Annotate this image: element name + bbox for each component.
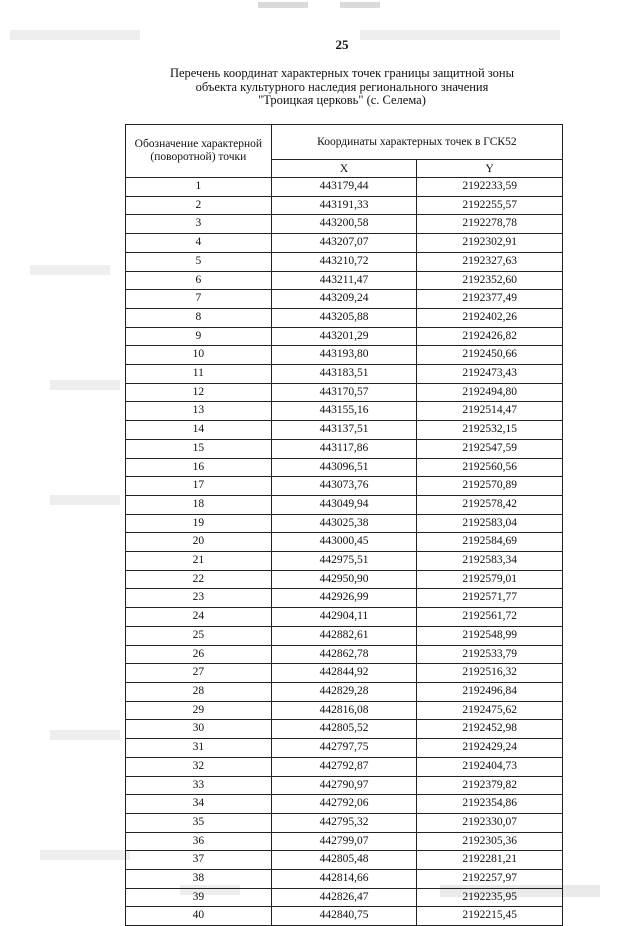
table-row bbox=[126, 776, 563, 795]
x-coordinate-cell: 442797,75 bbox=[271, 739, 417, 758]
x-coordinate-cell: 442882,61 bbox=[271, 626, 417, 645]
point-number-cell: 4 bbox=[126, 234, 272, 253]
table-row bbox=[126, 888, 563, 907]
x-coordinate-cell: 443049,94 bbox=[271, 495, 417, 514]
y-coordinate-cell: 2192475,62 bbox=[417, 701, 563, 720]
x-coordinate-cell: 442816,08 bbox=[271, 701, 417, 720]
point-number-cell: 22 bbox=[126, 570, 272, 589]
y-coordinate-cell: 2192578,42 bbox=[417, 495, 563, 514]
x-coordinate-cell: 443137,51 bbox=[271, 421, 417, 440]
header-x: X bbox=[271, 160, 417, 178]
x-coordinate-cell: 443209,24 bbox=[271, 290, 417, 309]
point-number-cell: 37 bbox=[126, 851, 272, 870]
table-row bbox=[126, 870, 563, 889]
x-coordinate-cell: 442805,48 bbox=[271, 851, 417, 870]
y-coordinate-cell: 2192570,89 bbox=[417, 477, 563, 496]
point-number-cell: 34 bbox=[126, 795, 272, 814]
table-row bbox=[126, 533, 563, 552]
table-row bbox=[126, 252, 563, 271]
x-coordinate-cell: 442805,52 bbox=[271, 720, 417, 739]
x-coordinate-cell: 443155,16 bbox=[271, 402, 417, 421]
table-row bbox=[126, 608, 563, 627]
x-coordinate-cell: 443210,72 bbox=[271, 252, 417, 271]
table-row bbox=[126, 346, 563, 365]
table-row bbox=[126, 701, 563, 720]
point-number-cell: 5 bbox=[126, 252, 272, 271]
y-coordinate-cell: 2192354,86 bbox=[417, 795, 563, 814]
y-coordinate-cell: 2192548,99 bbox=[417, 626, 563, 645]
y-coordinate-cell: 2192233,59 bbox=[417, 178, 563, 197]
y-coordinate-cell: 2192352,60 bbox=[417, 271, 563, 290]
x-coordinate-cell: 443025,38 bbox=[271, 514, 417, 533]
y-coordinate-cell: 2192473,43 bbox=[417, 365, 563, 384]
x-coordinate-cell: 442795,32 bbox=[271, 813, 417, 832]
point-number-cell: 15 bbox=[126, 439, 272, 458]
point-number-cell: 19 bbox=[126, 514, 272, 533]
y-coordinate-cell: 2192561,72 bbox=[417, 608, 563, 627]
point-number-cell: 39 bbox=[126, 888, 272, 907]
header-coordinates: Координаты характерных точек в ГСК52 bbox=[271, 125, 562, 160]
header-y: Y bbox=[417, 160, 563, 178]
page-number: 25 bbox=[335, 37, 349, 52]
y-coordinate-cell: 2192450,66 bbox=[417, 346, 563, 365]
point-number-cell: 9 bbox=[126, 327, 272, 346]
point-number-cell: 27 bbox=[126, 664, 272, 683]
point-number-cell: 18 bbox=[126, 495, 272, 514]
point-number-cell: 7 bbox=[126, 290, 272, 309]
x-coordinate-cell: 443096,51 bbox=[271, 458, 417, 477]
table-row bbox=[126, 813, 563, 832]
title-line: объекта культурного наследия регионального значения bbox=[195, 79, 489, 94]
y-coordinate-cell: 2192560,56 bbox=[417, 458, 563, 477]
table-row bbox=[126, 682, 563, 701]
x-coordinate-cell: 443201,29 bbox=[271, 327, 417, 346]
x-coordinate-cell: 442792,87 bbox=[271, 757, 417, 776]
y-coordinate-cell: 2192452,98 bbox=[417, 720, 563, 739]
y-coordinate-cell: 2192404,73 bbox=[417, 757, 563, 776]
x-coordinate-cell: 442844,92 bbox=[271, 664, 417, 683]
y-coordinate-cell: 2192215,45 bbox=[417, 907, 563, 926]
scan-noise bbox=[30, 265, 110, 275]
title-line: "Троицкая церковь" (с. Селема) bbox=[258, 93, 426, 107]
y-coordinate-cell: 2192579,01 bbox=[417, 570, 563, 589]
table-row bbox=[126, 308, 563, 327]
table-row bbox=[126, 383, 563, 402]
y-coordinate-cell: 2192514,47 bbox=[417, 402, 563, 421]
table-row bbox=[126, 664, 563, 683]
x-coordinate-cell: 442862,78 bbox=[271, 645, 417, 664]
y-coordinate-cell: 2192547,59 bbox=[417, 439, 563, 458]
point-number-cell: 40 bbox=[126, 907, 272, 926]
point-number-cell: 33 bbox=[126, 776, 272, 795]
point-number-cell: 14 bbox=[126, 421, 272, 440]
point-number-cell: 11 bbox=[126, 365, 272, 384]
x-coordinate-cell: 443170,57 bbox=[271, 383, 417, 402]
table-row bbox=[126, 832, 563, 851]
y-coordinate-cell: 2192496,84 bbox=[417, 682, 563, 701]
point-number-cell: 20 bbox=[126, 533, 272, 552]
y-coordinate-cell: 2192255,57 bbox=[417, 196, 563, 215]
x-coordinate-cell: 442975,51 bbox=[271, 552, 417, 571]
x-coordinate-cell: 442799,07 bbox=[271, 832, 417, 851]
point-number-cell: 26 bbox=[126, 645, 272, 664]
table-row bbox=[126, 402, 563, 421]
y-coordinate-cell: 2192302,91 bbox=[417, 234, 563, 253]
document-title bbox=[0, 67, 640, 108]
scan-noise bbox=[258, 2, 308, 8]
y-coordinate-cell: 2192429,24 bbox=[417, 739, 563, 758]
y-coordinate-cell: 2192532,15 bbox=[417, 421, 563, 440]
x-coordinate-cell: 443200,58 bbox=[271, 215, 417, 234]
x-coordinate-cell: 443191,33 bbox=[271, 196, 417, 215]
point-number-cell: 31 bbox=[126, 739, 272, 758]
table-row bbox=[126, 514, 563, 533]
table-row bbox=[126, 757, 563, 776]
point-number-cell: 28 bbox=[126, 682, 272, 701]
point-number-cell: 3 bbox=[126, 215, 272, 234]
y-coordinate-cell: 2192305,36 bbox=[417, 832, 563, 851]
x-coordinate-cell: 442792,06 bbox=[271, 795, 417, 814]
title-line: Перечень координат характерных точек границы защитной зоны bbox=[169, 66, 515, 80]
y-coordinate-cell: 2192516,32 bbox=[417, 664, 563, 683]
y-coordinate-cell: 2192533,79 bbox=[417, 645, 563, 664]
table-row bbox=[126, 458, 563, 477]
point-number-cell: 25 bbox=[126, 626, 272, 645]
y-coordinate-cell: 2192584,69 bbox=[417, 533, 563, 552]
point-number-cell: 30 bbox=[126, 720, 272, 739]
point-number-cell: 23 bbox=[126, 589, 272, 608]
x-coordinate-cell: 443073,76 bbox=[271, 477, 417, 496]
point-number-cell: 29 bbox=[126, 701, 272, 720]
table-row bbox=[126, 196, 563, 215]
point-number-cell: 16 bbox=[126, 458, 272, 477]
scan-noise bbox=[50, 495, 120, 505]
scan-noise bbox=[40, 850, 130, 860]
x-coordinate-cell: 443183,51 bbox=[271, 365, 417, 384]
table-row bbox=[126, 739, 563, 758]
y-coordinate-cell: 2192494,80 bbox=[417, 383, 563, 402]
y-coordinate-cell: 2192377,49 bbox=[417, 290, 563, 309]
scan-noise bbox=[50, 730, 120, 740]
y-coordinate-cell: 2192235,95 bbox=[417, 888, 563, 907]
table-row bbox=[126, 421, 563, 440]
point-number-cell: 35 bbox=[126, 813, 272, 832]
point-number-cell: 17 bbox=[126, 477, 272, 496]
y-coordinate-cell: 2192257,97 bbox=[417, 870, 563, 889]
y-coordinate-cell: 2192402,26 bbox=[417, 308, 563, 327]
table-row bbox=[126, 365, 563, 384]
table-row bbox=[126, 290, 563, 309]
x-coordinate-cell: 442790,97 bbox=[271, 776, 417, 795]
table-row bbox=[126, 907, 563, 926]
point-number-cell: 38 bbox=[126, 870, 272, 889]
table-row bbox=[126, 795, 563, 814]
table-row bbox=[126, 495, 563, 514]
y-coordinate-cell: 2192583,04 bbox=[417, 514, 563, 533]
header-point: Обозначение характерной (поворотной) точки bbox=[126, 125, 272, 178]
table-row bbox=[126, 851, 563, 870]
table-row bbox=[126, 327, 563, 346]
y-coordinate-cell: 2192330,07 bbox=[417, 813, 563, 832]
table-row bbox=[126, 626, 563, 645]
table-row bbox=[126, 234, 563, 253]
x-coordinate-cell: 443193,80 bbox=[271, 346, 417, 365]
scan-noise bbox=[340, 2, 380, 8]
table-row bbox=[126, 589, 563, 608]
table-row bbox=[126, 215, 563, 234]
x-coordinate-cell: 443207,07 bbox=[271, 234, 417, 253]
point-number-cell: 8 bbox=[126, 308, 272, 327]
table-row bbox=[126, 178, 563, 197]
point-number-cell: 12 bbox=[126, 383, 272, 402]
x-coordinate-cell: 443000,45 bbox=[271, 533, 417, 552]
x-coordinate-cell: 442950,90 bbox=[271, 570, 417, 589]
table-row bbox=[126, 570, 563, 589]
point-number-cell: 32 bbox=[126, 757, 272, 776]
table-row bbox=[126, 439, 563, 458]
x-coordinate-cell: 443205,88 bbox=[271, 308, 417, 327]
y-coordinate-cell: 2192426,82 bbox=[417, 327, 563, 346]
x-coordinate-cell: 442826,47 bbox=[271, 888, 417, 907]
y-coordinate-cell: 2192278,78 bbox=[417, 215, 563, 234]
table-row bbox=[126, 552, 563, 571]
x-coordinate-cell: 442926,99 bbox=[271, 589, 417, 608]
point-number-cell: 6 bbox=[126, 271, 272, 290]
y-coordinate-cell: 2192327,63 bbox=[417, 252, 563, 271]
x-coordinate-cell: 442829,28 bbox=[271, 682, 417, 701]
x-coordinate-cell: 442840,75 bbox=[271, 907, 417, 926]
x-coordinate-cell: 442814,66 bbox=[271, 870, 417, 889]
table-row bbox=[126, 720, 563, 739]
point-number-cell: 13 bbox=[126, 402, 272, 421]
point-number-cell: 36 bbox=[126, 832, 272, 851]
y-coordinate-cell: 2192583,34 bbox=[417, 552, 563, 571]
table-row bbox=[126, 477, 563, 496]
table-row bbox=[126, 271, 563, 290]
y-coordinate-cell: 2192379,82 bbox=[417, 776, 563, 795]
y-coordinate-cell: 2192281,21 bbox=[417, 851, 563, 870]
x-coordinate-cell: 443211,47 bbox=[271, 271, 417, 290]
x-coordinate-cell: 443117,86 bbox=[271, 439, 417, 458]
scan-noise bbox=[50, 380, 120, 390]
y-coordinate-cell: 2192571,77 bbox=[417, 589, 563, 608]
table-row bbox=[126, 645, 563, 664]
x-coordinate-cell: 443179,44 bbox=[271, 178, 417, 197]
point-number-cell: 10 bbox=[126, 346, 272, 365]
x-coordinate-cell: 442904,11 bbox=[271, 608, 417, 627]
coordinates-table bbox=[125, 124, 563, 926]
point-number-cell: 1 bbox=[126, 178, 272, 197]
point-number-cell: 24 bbox=[126, 608, 272, 627]
point-number-cell: 21 bbox=[126, 552, 272, 571]
table-body bbox=[126, 178, 563, 926]
point-number-cell: 2 bbox=[126, 196, 272, 215]
